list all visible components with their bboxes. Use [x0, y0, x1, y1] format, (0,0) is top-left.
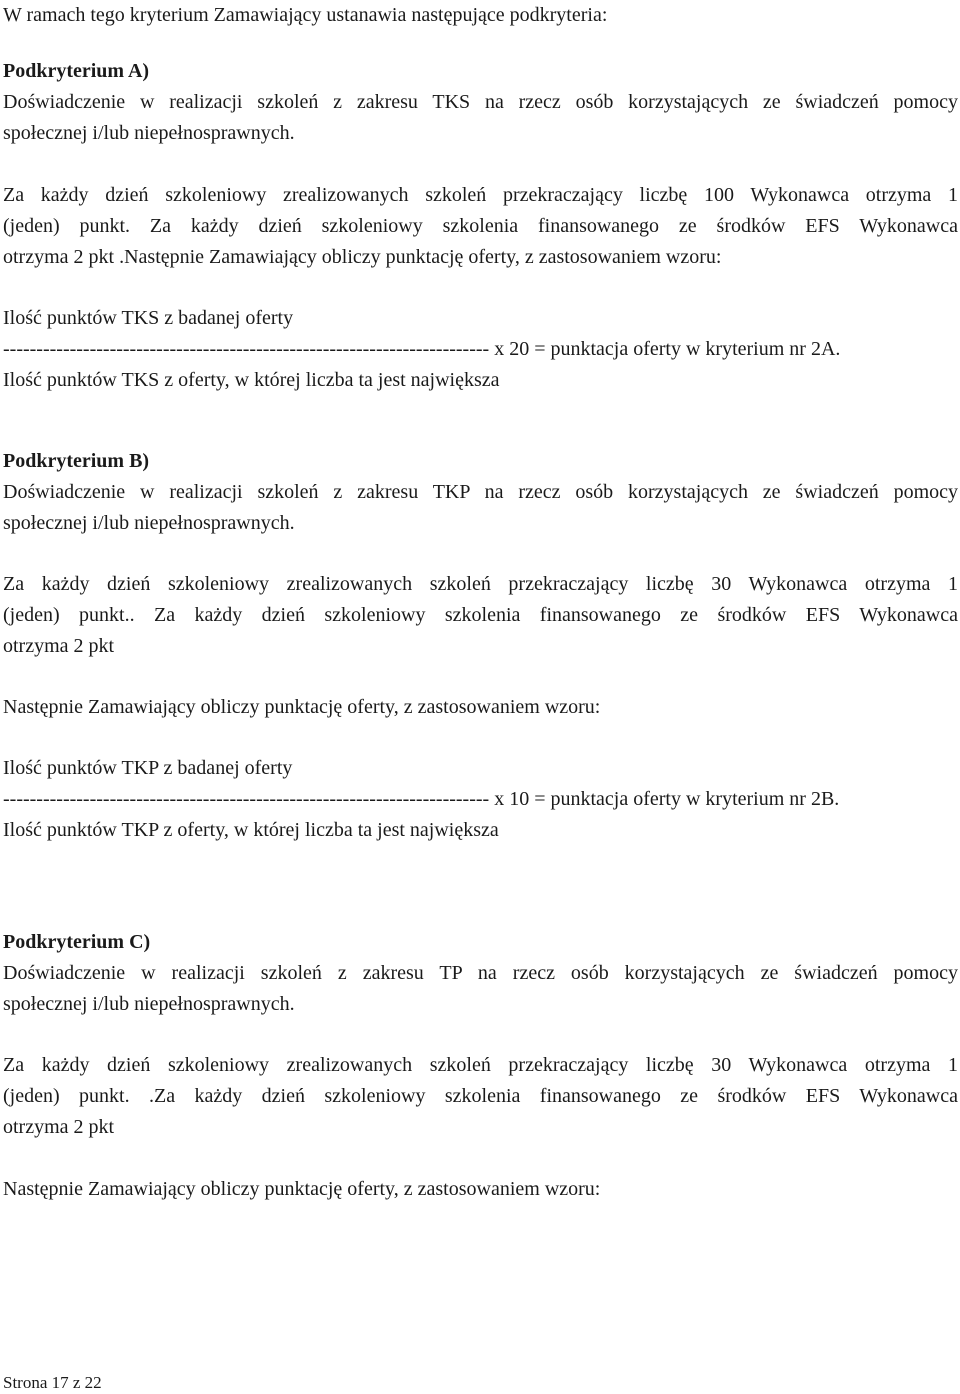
section-c-rule-line: (jeden) punkt. .Za każdy dzień szkoleniowy szkolenia finansowanego ze środków EFS Wykonawca [3, 1085, 958, 1107]
section-b-heading: Podkryterium B) [3, 450, 150, 472]
section-c-next-step: Następnie Zamawiający obliczy punktację oferty, z zastosowaniem wzoru: [3, 1178, 601, 1200]
section-c-description-line: Doświadczenie w realizacji szkoleń z zakresu TP na rzecz osób korzystających ze świadczeń pomocy [3, 962, 958, 984]
section-b-next-step: Następnie Zamawiający obliczy punktację oferty, z zastosowaniem wzoru: [3, 696, 601, 718]
section-b-formula-fraction-line: ------------------------------------------------------------------------- x 10 = punktacja oferty w kryterium nr 2B. [3, 788, 840, 810]
section-c-rule-line: Za każdy dzień szkoleniowy zrealizowanych szkoleń przekraczający liczbę 30 Wykonawca otrzyma 1 [3, 1054, 958, 1076]
section-a-rule-line: otrzyma 2 pkt .Następnie Zamawiający obliczy punktację oferty, z zastosowaniem wzoru: [3, 246, 722, 268]
section-b-formula-numerator: Ilość punktów TKP z badanej oferty [3, 757, 293, 779]
section-c-heading: Podkryterium C) [3, 931, 151, 953]
section-a-description-line: Doświadczenie w realizacji szkoleń z zakresu TKS na rzecz osób korzystających ze świadczeń pomocy [3, 91, 958, 113]
section-c-description-line: społecznej i/lub niepełnosprawnych. [3, 993, 295, 1015]
section-c-rule-line: otrzyma 2 pkt [3, 1116, 115, 1138]
section-b-formula-denominator: Ilość punktów TKP z oferty, w której liczba ta jest największa [3, 819, 499, 841]
section-b-rule-line: (jeden) punkt.. Za każdy dzień szkoleniowy szkolenia finansowanego ze środków EFS Wykonawca [3, 604, 958, 626]
section-b-description-line: społecznej i/lub niepełnosprawnych. [3, 512, 295, 534]
intro-paragraph: W ramach tego kryterium Zamawiający ustanawia następujące podkryteria: [3, 4, 608, 26]
section-b-rule-line: otrzyma 2 pkt [3, 635, 115, 657]
section-a-description-line: społecznej i/lub niepełnosprawnych. [3, 122, 295, 144]
section-a-formula-fraction-line: ------------------------------------------------------------------------- x 20 = punktacja oferty w kryterium nr 2A. [3, 338, 841, 360]
section-b-description-line: Doświadczenie w realizacji szkoleń z zakresu TKP na rzecz osób korzystających ze świadczeń pomocy [3, 481, 958, 503]
page-number-footer: Strona 17 z 22 [3, 1373, 102, 1392]
section-a-heading: Podkryterium A) [3, 60, 150, 82]
section-a-rule-line: (jeden) punkt. Za każdy dzień szkoleniowy szkolenia finansowanego ze środków EFS Wykonawca [3, 215, 958, 237]
section-a-formula-denominator: Ilość punktów TKS z oferty, w której liczba ta jest największa [3, 369, 500, 391]
section-a-formula-numerator: Ilość punktów TKS z badanej oferty [3, 307, 294, 329]
section-a-rule-line: Za każdy dzień szkoleniowy zrealizowanych szkoleń przekraczający liczbę 100 Wykonawca otrzyma 1 [3, 184, 958, 206]
section-b-rule-line: Za każdy dzień szkoleniowy zrealizowanych szkoleń przekraczający liczbę 30 Wykonawca otrzyma 1 [3, 573, 958, 595]
